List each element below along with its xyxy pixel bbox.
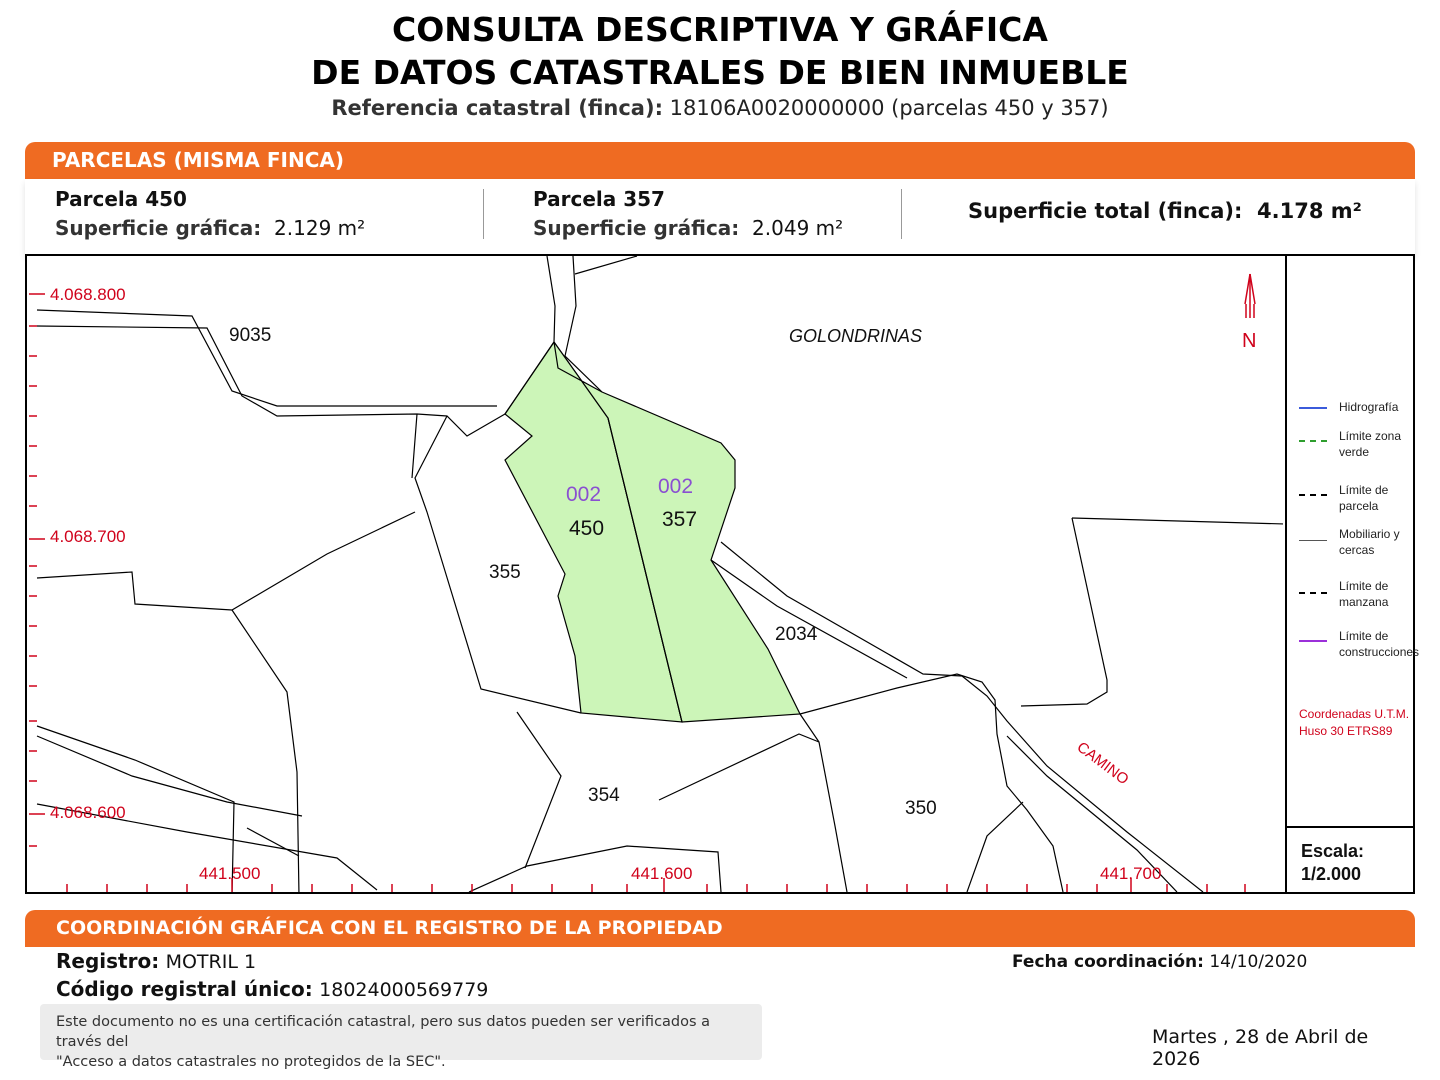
x-tick-label: 441.700 [1100,864,1162,883]
legend-line [1299,407,1327,409]
document-title-line1: CONSULTA DESCRIPTIVA Y GRÁFICA [392,10,1048,49]
parcel-name: Parcela 450 [55,187,187,211]
disclaimer-box [40,1004,762,1070]
document-title-line2: DE DATOS CATASTRALES DE BIEN INMUEBLE [311,53,1129,92]
coordinates-note-line: Huso 30 ETRS89 [1299,724,1393,738]
zone-label: 002 [566,483,602,506]
parcel-label: 350 [905,798,937,819]
legend-label: Límite zona verde [1339,429,1402,459]
map-legend [1285,256,1420,826]
map-drawing[interactable] [27,256,1283,892]
parcel-label: 9035 [229,325,272,346]
divider [901,189,902,239]
y-tick-label: 4.068.800 [50,285,126,304]
road-label: CAMINO [1073,738,1132,789]
codigo-row [56,977,488,1001]
scale-value: 1/2.000 [1301,864,1362,884]
cadastral-reference [0,96,1440,120]
legend-label: Mobiliario y cercas [1339,527,1400,557]
legend-label: Límite de parcela [1339,483,1389,513]
surface-value: 2.129 m² [274,216,366,240]
legend-line [1299,592,1327,594]
parcel-label: 357 [662,508,698,531]
surface-label: Superficie gráfica: [533,216,740,240]
legend-line [1299,540,1327,541]
parcelas-summary-panel [25,179,1415,254]
legend-label: Hidrografía [1339,400,1399,414]
fecha-label: Fecha coordinación: [1012,952,1204,972]
x-tick-label: 441.600 [631,864,693,883]
fecha-coordinacion [1012,952,1307,972]
scale-label: Escala: [1301,841,1365,861]
total-surface-label: Superficie total (finca): [968,199,1243,223]
road-east-upper [721,542,1203,892]
parcel-surface [55,213,365,243]
parcel-label: 2034 [775,624,818,645]
legend-label: Límite de construcciones [1339,629,1420,659]
y-tick-label: 4.068.700 [50,527,126,546]
cadastral-map[interactable] [25,254,1420,894]
parcel-450-info [55,185,365,243]
registro-row [56,949,256,973]
codigo-value: 18024000569779 [319,979,489,1001]
y-tick-label: 4.068.600 [50,803,126,822]
surface-label: Superficie gráfica: [55,216,262,240]
disclaimer-line: "Acceso a datos catastrales no protegidos de la SEC". [56,1054,446,1070]
coordinates-note [1299,706,1409,740]
fecha-value: 14/10/2020 [1209,952,1308,972]
total-surface [968,199,1362,223]
scale-box [1285,826,1413,892]
north-label: N [1242,330,1257,352]
parcel-357-info [533,185,843,243]
registro-label: Registro: [56,949,160,973]
registro-panel [25,947,1415,1070]
legend-label: Límite de manzana [1339,579,1389,609]
parcel-label: 354 [588,785,620,806]
north-arrow-icon [1245,274,1255,318]
zone-label: 002 [658,475,694,498]
cadastral-reference-label: Referencia catastral (finca): [331,96,663,120]
parcelas-section-header: PARCELAS (MISMA FINCA) [25,142,1415,179]
x-tick-label: 441.500 [199,864,261,883]
registro-section-header: COORDINACIÓN GRÁFICA CON EL REGISTRO DE LA PROPIEDAD [25,910,1415,947]
cadastral-reference-value: 18106A0020000000 (parcelas 450 y 357) [669,96,1109,120]
coordinates-note-line: Coordenadas U.T.M. [1299,707,1410,721]
legend-line [1299,440,1327,442]
codigo-label: Código registral único: [56,977,313,1001]
document-date: Martes , 28 de Abril de 2026 [1152,1026,1369,1070]
divider [483,189,484,239]
legend-line [1299,494,1327,496]
disclaimer-line: Este documento no es una certificación catastral, pero sus datos pueden ser verificados a través del [56,1014,711,1050]
total-surface-value: 4.178 m² [1257,199,1362,223]
legend-line [1299,640,1327,642]
parcel-name: Parcela 357 [533,187,665,211]
parcel-surface [533,213,843,243]
registro-value: MOTRIL 1 [165,951,257,973]
place-label: GOLONDRINAS [789,326,923,346]
parcel-label: 450 [569,517,605,540]
parcel-label: 355 [489,562,521,583]
surface-value: 2.049 m² [752,216,844,240]
